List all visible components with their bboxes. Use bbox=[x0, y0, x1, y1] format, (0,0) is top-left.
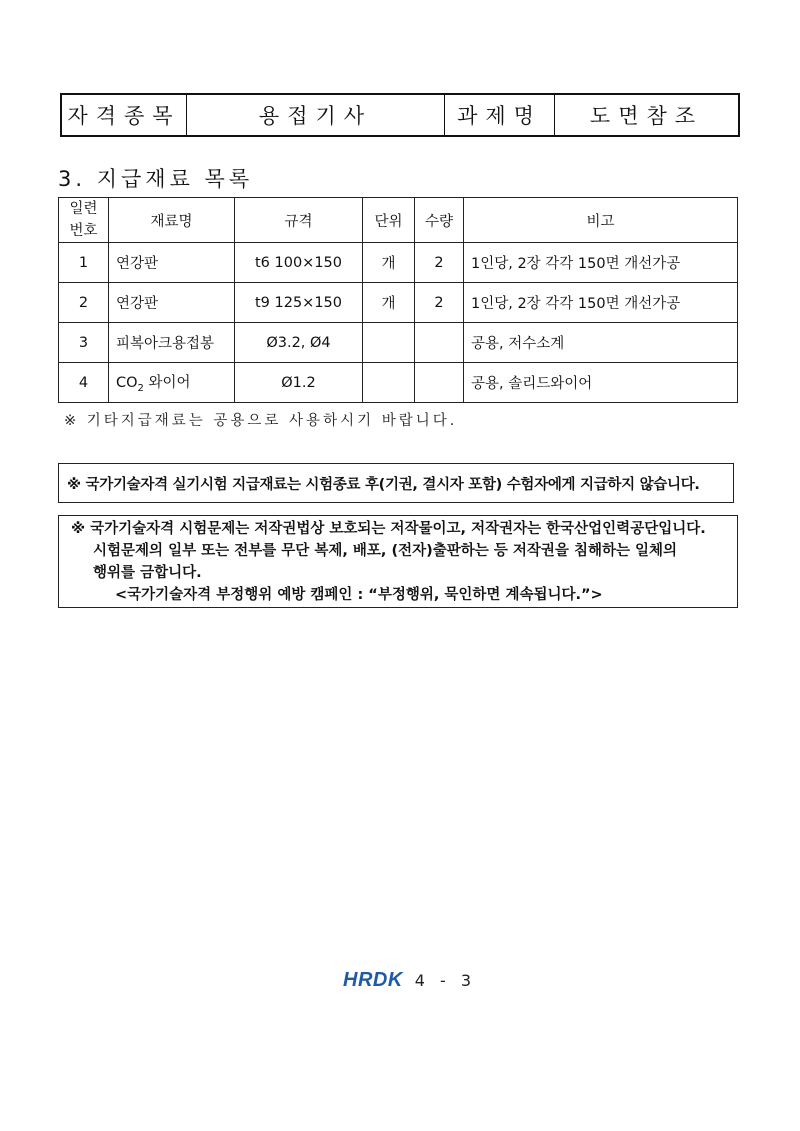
row-qty bbox=[415, 363, 464, 403]
row-no: 1 bbox=[59, 243, 109, 283]
campaign-line: <국가기술자격 부정행위 예방 캠페인 : “부정행위, 묵인하면 계속됩니다.”> bbox=[115, 587, 603, 603]
row-unit bbox=[363, 363, 415, 403]
qualification-label: 자격종목 bbox=[62, 95, 187, 135]
row-qty bbox=[415, 323, 464, 363]
row-name bbox=[109, 363, 235, 403]
row-note: 공용, 저수소계 bbox=[464, 323, 738, 363]
task-value: 도면참조 bbox=[589, 104, 704, 128]
row-spec: t9 125×150 bbox=[235, 283, 363, 323]
task-label: 과제명 bbox=[445, 95, 555, 135]
header-name: 재료명 bbox=[109, 198, 235, 243]
row-name: 피복아크용접봉 bbox=[109, 323, 235, 363]
footnote: ※ 기타지급재료는 공용으로 사용하시기 바랍니다. bbox=[64, 413, 458, 429]
header-no-line2: 번호 bbox=[69, 223, 98, 239]
row-no: 2 bbox=[59, 283, 109, 323]
header-no-line1: 일련 bbox=[69, 201, 98, 217]
header-spec: 규격 bbox=[235, 198, 363, 243]
row-unit: 개 bbox=[363, 283, 415, 323]
row-no: 4 bbox=[59, 363, 109, 403]
section-title: 3. 지급재료 목록 bbox=[58, 167, 254, 191]
header-no bbox=[59, 198, 109, 243]
materials-table bbox=[58, 197, 738, 403]
header-unit: 단위 bbox=[363, 198, 415, 243]
hrdk-logo: HRDK bbox=[343, 969, 403, 991]
header-note: 비고 bbox=[464, 198, 738, 243]
row-unit: 개 bbox=[363, 243, 415, 283]
table-row bbox=[59, 323, 738, 363]
copyright-line-1: ※ 국가기술자격 시험문제는 저작권법상 보호되는 저작물이고, 저작권자는 한국산업인력공단입니다. bbox=[71, 521, 706, 537]
copyright-line-2: 시험문제의 일부 또는 전부를 무단 복제, 배포, (전자)출판하는 등 저작권을 침해하는 일체의 bbox=[93, 543, 678, 559]
header-table bbox=[60, 93, 740, 137]
row-spec: t6 100×150 bbox=[235, 243, 363, 283]
header-qty: 수량 bbox=[415, 198, 464, 243]
page-number: 4 - 3 bbox=[414, 971, 477, 990]
material-notice-box: ※ 국가기술자격 실기시험 지급재료는 시험종료 후(기권, 결시자 포함) 수험자에게 지급하지 않습니다. bbox=[58, 463, 734, 503]
row-note: 공용, 솔리드와이어 bbox=[464, 363, 738, 403]
qualification-value: 용접기사 bbox=[187, 95, 445, 135]
page-footer bbox=[343, 969, 476, 992]
row-note: 1인당, 2장 각각 150면 개선가공 bbox=[464, 243, 738, 283]
row-qty: 2 bbox=[415, 283, 464, 323]
row-unit bbox=[363, 323, 415, 363]
row-name-prefix: CO bbox=[116, 375, 138, 392]
row-qty: 2 bbox=[415, 243, 464, 283]
table-row bbox=[59, 363, 738, 403]
table-row bbox=[59, 283, 738, 323]
row-name: 연강판 bbox=[109, 243, 235, 283]
row-name: 연강판 bbox=[109, 283, 235, 323]
row-name-subscript: 2 bbox=[137, 382, 144, 394]
row-spec: Ø1.2 bbox=[235, 363, 363, 403]
row-name-suffix: 와이어 bbox=[143, 375, 191, 392]
copyright-line-3: 행위를 금합니다. bbox=[93, 565, 202, 581]
row-spec: Ø3.2, Ø4 bbox=[235, 323, 363, 363]
row-note: 1인당, 2장 각각 150면 개선가공 bbox=[464, 283, 738, 323]
row-no: 3 bbox=[59, 323, 109, 363]
table-header-row bbox=[59, 198, 738, 243]
table-row bbox=[59, 243, 738, 283]
copyright-notice-box bbox=[58, 515, 738, 608]
